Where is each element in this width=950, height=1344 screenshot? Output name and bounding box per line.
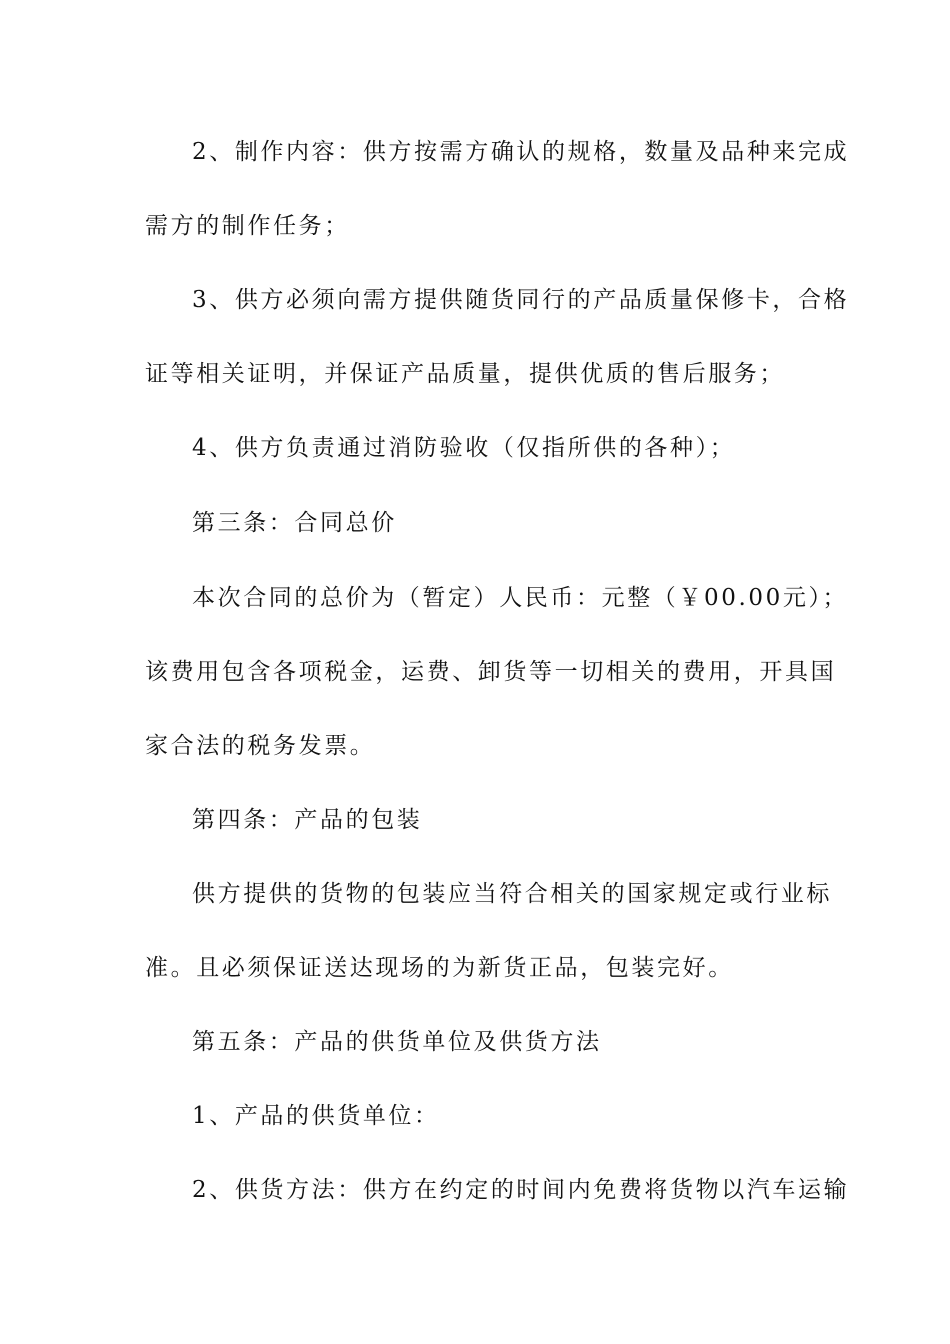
paragraph-line-12: 准。且必须保证送达现场的为新货正品，包装完好。 [145,955,734,981]
paragraph-line-9: 家合法的税务发票。 [145,733,376,759]
paragraph-line-11: 供方提供的货物的包装应当符合相关的国家规定或行业标 [192,881,832,907]
paragraph-line-1: 2、制作内容：供方按需方确认的规格，数量及品种来完成 [192,139,850,165]
paragraph-line-2: 需方的制作任务； [145,213,350,239]
paragraph-line-7: 本次合同的总价为（暂定）人民币：元整（￥00.00元）； [192,585,849,611]
section-heading-4: 第四条：产品的包装 [192,807,423,833]
paragraph-line-15: 2、供货方法：供方在约定的时间内免费将货物以汽车运输 [192,1177,850,1203]
paragraph-line-3: 3、供方必须向需方提供随货同行的产品质量保修卡，合格 [192,287,850,313]
paragraph-line-5: 4、供方负责通过消防验收（仅指所供的各种）； [192,435,736,461]
section-heading-3: 第三条：合同总价 [192,510,397,536]
paragraph-line-4: 证等相关证明，并保证产品质量，提供优质的售后服务； [145,361,785,387]
section-heading-5: 第五条：产品的供货单位及供货方法 [192,1029,602,1055]
paragraph-line-14: 1、产品的供货单位： [192,1103,440,1129]
paragraph-line-8: 该费用包含各项税金，运费、卸货等一切相关的费用，开具国 [145,659,837,685]
